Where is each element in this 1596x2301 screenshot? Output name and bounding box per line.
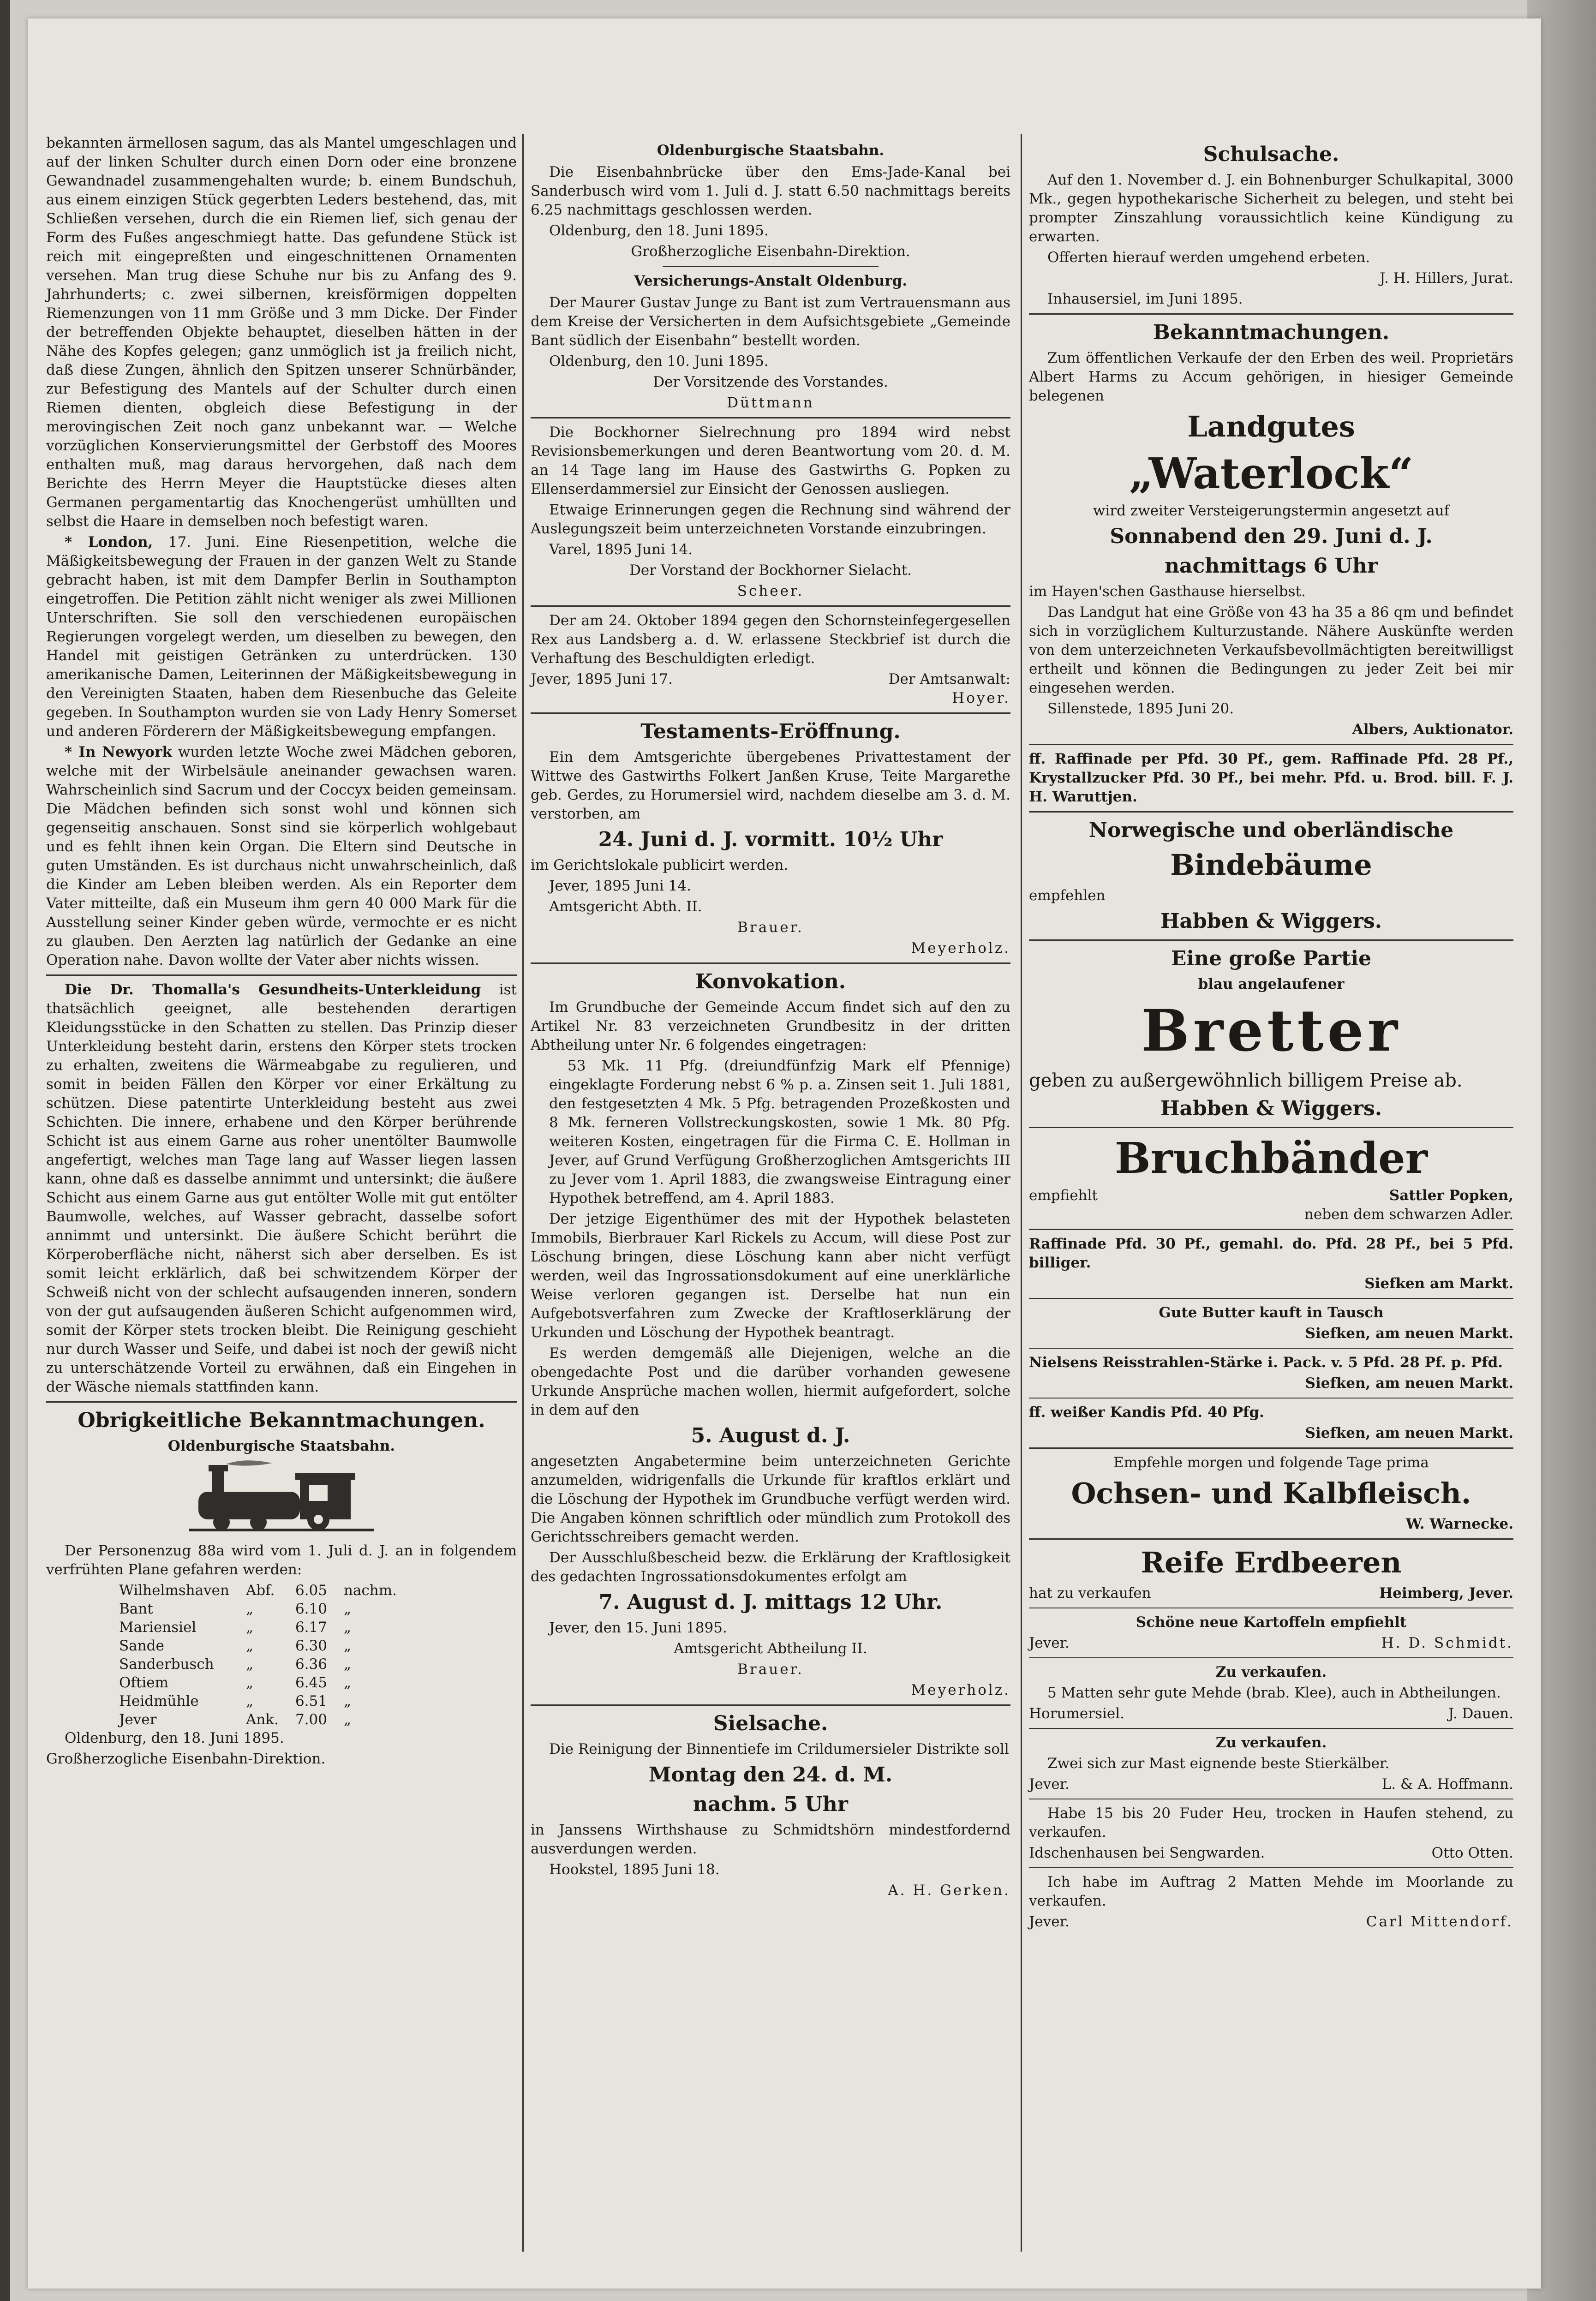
ad-signature: Siefken, am neuen Markt.: [1305, 1425, 1513, 1441]
divider: [1029, 1398, 1513, 1399]
ad-verkaufen-row: [1029, 1775, 1513, 1794]
article-london-text: 17. Juni. Eine Riesenpetition, welche die Mäßigkeitsbewegung der Frauen in der ganzen Welt zu Stande gebracht haben, ist mit dem Dampfer Berlin in Southampton eingetroffen. Die Petition zählt nicht weniger als zwei Millionen Unterschriften. Sie soll den verschiedenen europäischen Regierungen vorgelegt werden, um dieselben zu bewegen, den Handel mit geistigen Getränken zu unterdrücken. 130 amerikanische Damen, Leiterinnen der Mäßigkeitsbewegung in den Vereinigten Staaten, haben dem Riesenbuche das Geleite gegeben. In Southampton wurden sie von Lady Henry Somerset und anderen Förderern der Mäßigkeitsbewegung empfangen.: [46, 534, 517, 740]
notice-testament-text2: im Gerichtslokale publicirt werden.: [531, 857, 789, 873]
ad-place: Jever.: [1029, 1776, 1070, 1793]
divider: [531, 962, 1010, 964]
timetable-row: [111, 1673, 405, 1692]
notice-sielsache-date: Montag den 24. d. M.: [648, 1763, 893, 1787]
ad-habben-wiggers: Habben & Wiggers.: [1160, 909, 1382, 933]
notice-verkauf-date: Sonnabend den 29. Juni d. J.: [1110, 525, 1433, 548]
ad-raffinade2: Raffinade Pfd. 30 Pf., gemahl. do. Pfd. 28 Pf., bei 5 Pfd. billiger.: [1029, 1236, 1513, 1271]
ad-signature: Heimberg, Jever.: [1379, 1585, 1513, 1602]
divider: [46, 974, 517, 976]
column-divider: [522, 134, 524, 2252]
notice-sielsache-time: nachm. 5 Uhr: [693, 1793, 848, 1816]
divider: [531, 712, 1010, 714]
notice-konvokation-text: Im Grundbuche der Gemeinde Accum findet sich auf den zu Artikel Nr. 83 verzeichneten Grundbesitz in der dritten Abtheilung unter Nr. 6 folgendes eingetragen:: [531, 999, 1010, 1053]
notice-heading-staatsbahn: Oldenburgische Staatsbahn.: [657, 142, 885, 159]
notice-footer-row: [531, 670, 1010, 689]
divider: [531, 417, 1010, 418]
ad-landgutes: Landgutes: [1187, 410, 1355, 443]
timetable-station: Bant: [119, 1601, 153, 1617]
column-divider: [1021, 134, 1022, 2252]
timetable-unit: „: [343, 1674, 352, 1691]
notice-name: Brauer.: [737, 919, 804, 936]
ad-ochsen: Ochsen- und Kalbfleisch.: [1071, 1476, 1471, 1510]
timetable-label: Abf.: [245, 1582, 275, 1599]
notice-testament-text: Ein dem Amtsgerichte übergebenes Privattestament der Wittwe des Gastwirths Folkert Janßen Kruse, Teite Margarethe geb. Gerdes, zu Horumersiel wird, nachdem dieselbe am 3. d. M. verstorben, am: [531, 749, 1010, 822]
timetable-time: 6.17: [295, 1619, 327, 1636]
notice-konvokation-text3: Es werden demgemäß alle Diejenigen, welche an die obengedachte Post und die darüber vorhanden gewesene Urkunde Ansprüche machen wollen, hiermit aufgefordert, solche in dem auf den: [531, 1345, 1010, 1418]
ad-bruch-name: Sattler Popken,: [1389, 1187, 1513, 1204]
ad-heu-text: Habe 15 bis 20 Fuder Heu, trocken in Haufen stehend, zu verkaufen.: [1029, 1805, 1513, 1841]
ad-erdbeeren: Reife Erdbeeren: [1141, 1546, 1402, 1579]
divider: [1029, 313, 1513, 315]
ad-erdbeeren-row: [1029, 1584, 1513, 1603]
timetable-row: [111, 1637, 405, 1655]
notice-verkauf-text2: wird zweiter Versteigerungstermin angesetzt auf: [1093, 502, 1450, 519]
ad-bruch-address: neben dem schwarzen Adler.: [1304, 1206, 1513, 1223]
ad-signature: J. Dauen.: [1448, 1705, 1513, 1722]
notice-clerk: Meyerholz.: [911, 1682, 1010, 1698]
timetable-unit: „: [343, 1693, 352, 1709]
timetable-time: 6.36: [295, 1656, 327, 1673]
ad-bruch-empfiehlt: empfiehlt: [1029, 1187, 1098, 1204]
notice-bahn-text: Die Eisenbahnbrücke über den Ems-Jade-Kanal bei Sanderbusch wird vom 1. Juli d. J. statt 6.50 nachmittags bereits 6.25 nachmittags geschlossen werden.: [531, 164, 1010, 218]
ad-geben: geben zu außergewöhnlich billigem Preise ab.: [1029, 1070, 1463, 1091]
divider: [46, 1401, 517, 1403]
ad-bretter: Bretter: [1141, 998, 1401, 1064]
timetable-label: „: [245, 1674, 254, 1691]
notice-date: Sillenstede, 1895 Juni 20.: [1047, 700, 1234, 717]
notice-signature: Großherzogliche Eisenbahn-Direktion.: [631, 243, 910, 260]
notice-verkauf-time: nachmittags 6 Uhr: [1164, 554, 1378, 578]
timetable-time: 6.51: [295, 1693, 327, 1709]
notice-konvokation-text2: Der jetzige Eigenthümer des mit der Hypothek belasteten Immobils, Bierbrauer Karl Rickels zu Accum, will diese Post zur Löschung bringen, diese Löschung kann aber nicht verfügt werden, weil das Ingrossationsdokument auf eine unerklärliche Weise verloren gegangen ist. Derselbe hat nun ein Aufgebotsverfahren zum Zwecke der Kraftloserklärung der Urkunden und Löschung der Hypothek beantragt.: [531, 1211, 1010, 1341]
timetable-label: „: [245, 1656, 254, 1673]
timetable-time: 7.00: [295, 1711, 327, 1728]
divider: [1029, 1348, 1513, 1349]
article-newyork-heading: * In Newyork: [65, 744, 172, 760]
column-middle: [531, 138, 1010, 1902]
notice-sielsache-text2: in Janssens Wirthshause zu Schmidtshörn mindestfordernd ausverdungen werden.: [531, 1822, 1010, 1857]
notice-personenzug-text: Der Personenzug 88a wird vom 1. Juli d. J. an in folgendem verfrühten Plane gefahren werden:: [46, 1542, 517, 1578]
ad-bruch-row: [1029, 1186, 1513, 1205]
ad-heu-row: [1029, 1844, 1513, 1863]
timetable-station: Heidmühle: [119, 1693, 199, 1709]
divider: [1029, 1538, 1513, 1540]
notice-konvokation-date2: 7. August d. J. mittags 12 Uhr.: [598, 1590, 943, 1614]
ad-verkaufen-text: Zwei sich zur Mast eignende beste Stierkälber.: [1047, 1755, 1390, 1772]
timetable-station: Jever: [119, 1711, 157, 1728]
article-moorleiche: bekannten ärmellosen sagum, das als Mantel umgeschlagen und auf der linken Schulter durch einen Dorn oder eine bronzene Gewandnadel zusammengehalten wurde; b. einem Bundschuh, aus einem einzigen Stück gegerbten Leders bestehend, das, mit Schließen versehen, durch die ein Riemen lief, sich genau der Form des Fußes angeschmiegt hatte. Das gefundene Stück ist reich mit eingepreßten und eingeschnittenen Ornamenten versehen. Man trug diese Schuhe nur bis zu Anfang des 9. Jahrhunderts; c. zwei silbernen, kreisförmigen doppelten Riemenzungen von 11 mm Größe und 3 mm Dicke. Der Finder der betreffenden Objekte behauptet, dieselben hätten in der Nähe des Kopfes gelegen; ganz unmöglich ist ja freilich nicht, daß diese Zungen, ähnlich den Spitzen unserer Schnürbänder, zur Befestigung des Mantels auf der Schulter durch einen Riemen dienten, obgleich diese Befestigung in der merovingischen Zeit noch ganz unbekannt war. — Welche vorzüglichen Konservierungsmittel der Gerbstoff des Moores enthalten muß, mag daraus hervorgehen, daß nach dem Berichte des Herrn Meyer die Hauptstücke dieses alten Germanen pergamentartig das Knochengerüst umhüllten und selbst die Haare in demselben noch befestigt waren.: [46, 135, 517, 530]
notice-verkauf-text3: im Hayen'schen Gasthause hierselbst.: [1029, 583, 1306, 600]
notice-name: J. H. Hillers, Jurat.: [1379, 270, 1513, 287]
notice-date: Jever, den 15. Juni 1895.: [549, 1620, 727, 1636]
notice-name: Scheer.: [737, 583, 804, 599]
ad-place: Jever.: [1029, 1913, 1070, 1930]
notice-heading-sielsache: Sielsache.: [713, 1712, 828, 1735]
ad-signature: Siefken am Markt.: [1364, 1275, 1513, 1292]
column-right: [1029, 138, 1513, 1931]
notice-schulsache-text: Auf den 1. November d. J. ein Bohnenburger Schulkapital, 3000 Mk., gegen hypothekarische Sicherheit zu belegen, und steht bei prompter Zinszahlung voraussichtlich keine Kündigung zu erwarten.: [1029, 172, 1513, 245]
timetable-row: [111, 1655, 405, 1673]
timetable-unit: „: [343, 1601, 352, 1617]
divider: [1029, 939, 1513, 941]
notice-date: Oldenburg, den 18. Juni 1895.: [65, 1730, 284, 1746]
notice-place: Jever, 1895 Juni 17.: [531, 671, 673, 687]
divider: [1029, 1657, 1513, 1658]
notice-signature: Der Vorsitzende des Vorstandes.: [653, 374, 888, 390]
ad-habben-wiggers: Habben & Wiggers.: [1160, 1097, 1382, 1120]
notice-konvokation-text5: Der Ausschlußbescheid bezw. die Erklärung der Kraftlosigkeit des gedachten Ingrossationsdokumentes erfolgt am: [531, 1549, 1010, 1585]
notice-sielrechnung-text2: Etwaige Erinnerungen gegen die Rechnung sind während der Auslegungszeit beim unterzeichneten Vorstande einzubringen.: [531, 502, 1010, 537]
ad-signature: W. Warnecke.: [1405, 1516, 1513, 1532]
locomotive-illustration: [180, 1459, 383, 1538]
notice-konvokation-quote: 53 Mk. 11 Pfg. (dreiundfünfzig Mark elf Pfennige) eingeklagte Forderung nebst 6 % p. a. Zinsen seit 1. Juli 1881, den festgesetzten 4 Mk. 5 Pfg. betragenden Prozeßkosten und 8 Mk. ferneren Vollstreckungskosten, sowie 1 Mk. 80 Pfg. weiteren Kosten, eingetragen für die Firma C. E. Hollman in Jever, auf Grund Verfügung Großherzoglichen Amtsgerichts III zu Jever vom 1. April 1883, die zwangsweise Eintragung einer Hypothek betreffend, am 4. April 1883.: [549, 1058, 1010, 1207]
ad-kandis: ff. weißer Kandis Pfd. 40 Pfg.: [1029, 1404, 1264, 1421]
notice-heading-staatsbahn: Oldenburgische Staatsbahn.: [167, 1438, 395, 1454]
notice-name: Düttmann: [727, 394, 814, 411]
timetable-label: „: [245, 1601, 254, 1617]
ad-signature: Otto Otten.: [1431, 1845, 1513, 1861]
ad-place: Jever.: [1029, 1635, 1070, 1651]
divider: [1029, 1298, 1513, 1299]
ad-place: Idschenhausen bei Sengwarden.: [1029, 1845, 1265, 1861]
ad-verkaufen-text: 5 Matten sehr gute Mehde (brab. Klee), auch in Abtheilungen.: [1047, 1685, 1501, 1701]
notice-court: Amtsgericht Abtheilung II.: [674, 1640, 867, 1657]
ad-thomalla: [46, 980, 517, 1397]
notice-heading-bekanntmachungen: Bekanntmachungen.: [1153, 321, 1390, 344]
timetable-station: Oftiem: [119, 1674, 169, 1691]
ad-ochsen-text: Empfehle morgen und folgende Tage prima: [1113, 1454, 1429, 1471]
notice-heading-konvokation: Konvokation.: [695, 970, 846, 993]
notice-court: Amtsgericht Abth. II.: [549, 898, 702, 915]
notice-date: Inhausersiel, im Juni 1895.: [1047, 291, 1243, 307]
timetable-unit: „: [343, 1711, 352, 1728]
divider: [1029, 1447, 1513, 1449]
timetable-station: Mariensiel: [119, 1619, 197, 1636]
notice-sielsache-text: Die Reinigung der Binnentiefe im Crildumersieler Distrikte soll: [549, 1741, 1009, 1757]
notice-versicherung-text: Der Maurer Gustav Junge zu Bant ist zum Vertrauensmann aus dem Kreise der Versicherten in dem Aufsichtsgebiete „Gemeinde Bant südlich der Eisenbahn“ bestellt worden.: [531, 294, 1010, 349]
ad-signature: H. D. Schmidt.: [1381, 1635, 1513, 1651]
timetable-station: Sande: [119, 1638, 164, 1654]
timetable-label: „: [245, 1693, 254, 1709]
timetable-label: Ank.: [245, 1711, 279, 1728]
ad-mehde-row: [1029, 1913, 1513, 1931]
notice-sielrechnung-text: Die Bockhorner Sielrechnung pro 1894 wird nebst Revisionsbemerkungen und deren Beantwortung vom 20. d. M. an 14 Tage lang im Hause des Gastwirths G. Popken zu Ellenserdammersiel zur Einsicht der Genossen ausliegen.: [531, 424, 1010, 497]
timetable-unit: „: [343, 1656, 352, 1673]
timetable-unit: nachm.: [343, 1582, 397, 1599]
ad-norwegische: Norwegische und oberländische: [1088, 819, 1454, 842]
ad-signature: Carl Mittendorf.: [1366, 1913, 1513, 1930]
notice-date: Oldenburg, den 18. Juni 1895.: [549, 222, 769, 239]
notice-schulsache-text2: Offerten hierauf werden umgehend erbeten.: [1047, 249, 1370, 266]
notice-name: Brauer.: [737, 1661, 804, 1678]
ad-mehde-text: Ich habe im Auftrag 2 Matten Mehde im Moorlande zu verkaufen.: [1029, 1874, 1513, 1909]
notice-date: Jever, 1895 Juni 14.: [549, 878, 691, 894]
notice-verkauf-text4: Das Landgut hat eine Größe von 43 ha 35 a 86 qm und befindet sich in vorzüglichem Kulturzustande. Nähere Auskünfte werden von dem unterzeichneten Verkaufsbevollmächtigten bereitwilligst ertheilt und können die Bedingungen zu jeder Zeit bei mir eingesehen werden.: [1029, 604, 1513, 696]
notice-name: Albers, Auktionator.: [1352, 721, 1513, 738]
notice-name: A. H. Gerken.: [888, 1882, 1010, 1899]
divider: [1029, 811, 1513, 813]
notice-heading-versicherung: Versicherungs-Anstalt Oldenburg.: [634, 273, 908, 289]
divider: [531, 1704, 1010, 1706]
section-heading-obrigkeitlich: Obrigkeitliche Bekanntmachungen.: [78, 1409, 485, 1432]
divider: [1029, 1728, 1513, 1729]
timetable-label: „: [245, 1619, 254, 1636]
timetable: [111, 1581, 405, 1729]
timetable-unit: „: [343, 1638, 352, 1654]
ad-kartoffeln-row: [1029, 1634, 1513, 1653]
ad-raffinade: ff. Raffinade per Pfd. 30 Pf., gem. Raffinade Pfd. 28 Pf., Krystallzucker Pfd. 30 Pf., bei mehr. Pfd. u. Brod. bill. F. J. H. Waruttjen.: [1029, 751, 1513, 805]
ad-place: Horumersiel.: [1029, 1705, 1124, 1722]
timetable-unit: „: [343, 1619, 352, 1636]
ad-signature: Siefken, am neuen Markt.: [1305, 1375, 1513, 1392]
notice-heading-testament: Testaments-Eröffnung.: [640, 720, 901, 743]
ad-erdbeeren-text: hat zu verkaufen: [1029, 1585, 1151, 1602]
article-newyork-text: wurden letzte Woche zwei Mädchen geboren, welche mit der Wirbelsäule aneinander gewachsen waren. Wahrscheinlich sind Sacrum und der Coccyx beiden gemeinsam. Die Mädchen befinden sich sonst wohl und können sich gegenseitig anschauen. Sonst sind sie körperlich wohlgebaut und es fehlt ihnen kein Organ. Die Eltern sind Deutsche in guten Umständen. Es ist durchaus nicht unwahrscheinlich, daß die Kinder am Leben bleiben werden. Als ein Reporter dem Vater mitteilte, daß ein Museum ihm gern 40 000 Mark für die Ausstellung seiner Kinder geben würde, vermochte er es nicht zu glauben. Den Aerzten lag natürlich der Gedanke an eine Operation nahe. Davon wollte der Vater aber nichts wissen.: [46, 744, 517, 968]
notice-signature: Der Amtsanwalt:: [888, 671, 1010, 687]
notice-konvokation-date: 5. August d. J.: [691, 1424, 850, 1447]
notice-heading-schulsache: Schulsache.: [1203, 143, 1339, 166]
divider: [1029, 1229, 1513, 1230]
ad-thomalla-heading: Die Dr. Thomalla's Gesundheits-Unterkleidung: [65, 981, 481, 998]
ad-verkaufen-row: [1029, 1704, 1513, 1723]
ad-signature: Siefken, am neuen Markt.: [1305, 1325, 1513, 1342]
ad-waterlock: „Waterlock“: [1129, 448, 1414, 498]
notice-konvokation-text4: angesetzten Angabetermine beim unterzeichneten Gerichte anzumelden, widrigenfalls die Urkunde für kraftlos erklärt und die Löschung der Hypothek im Grundbuche verfügt werden wird. Die Angaben können schriftlich oder mündlich zum Protokoll des Gerichtsschreibers gemacht werden.: [531, 1453, 1010, 1545]
timetable-time: 6.45: [295, 1674, 327, 1691]
notice-testament-date: 24. Juni d. J. vormitt. 10½ Uhr: [598, 828, 943, 851]
ad-verkaufen-heading: Zu verkaufen.: [1215, 1664, 1327, 1680]
ad-signature: L. & A. Hoffmann.: [1381, 1776, 1513, 1793]
ad-butter: Gute Butter kauft in Tausch: [1159, 1304, 1384, 1321]
notice-clerk: Meyerholz.: [911, 940, 1010, 956]
ad-kartoffeln: Schöne neue Kartoffeln empfiehlt: [1136, 1614, 1407, 1631]
notice-date: Hookstel, 1895 Juni 18.: [549, 1861, 720, 1878]
timetable-time: 6.10: [295, 1601, 327, 1617]
divider: [531, 605, 1010, 607]
timetable-row: [111, 1600, 405, 1618]
ad-staerke: Nielsens Reisstrahlen-Stärke i. Pack. v. 5 Pfd. 28 Pf. p. Pfd.: [1029, 1354, 1503, 1371]
divider: [1029, 1127, 1513, 1128]
timetable-label: „: [245, 1638, 254, 1654]
newspaper-page: [28, 18, 1541, 2289]
adjacent-page-edge: [0, 0, 10, 2301]
notice-date: Varel, 1895 Juni 14.: [549, 541, 693, 558]
ad-thomalla-text: ist thatsächlich geeignet, alle bestehenden derartigen Kleidungsstücke in den Schatten zu stellen. Das Prinzip dieser Unterkleidung besteht darin, erstens den Körper stets trocken zu erhalten, zweitens die Wärmeabgabe zu regulieren, und somit in beiden Fällen den Körper vor einer Erkältung zu schützen. Diese patentirte Unterkleidung besteht aus zwei Schichten. Die innere, erhabene und den Körper berührende Schicht ist aus einem Garne aus roher unentölter Baumwolle angefertigt, welches man Tage lang auf Wasser liegen lassen kann, ohne daß es dasselbe annimmt und untersinkt; die äußere Schicht aus einem Garne aus gut entölter Wolle mit gut entölter Baumwolle, welches, auf Wasser gebracht, dasselbe sofort annimmt und untersinkt. Die äußere Schicht berührt die Körperoberfläche nicht, näherst sich aber derselben. Es ist somit leicht erklärlich, daß bei schwitzendem Körper der Schweiß nicht von der schlecht aufsaugenden inneren, sondern von der gut aufsaugenden äußeren Schicht aufgenommen wird, somit der Körper stets trocken bleibt. Die Reinigung geschieht nur durch Wasser und Seife, und dabei ist noch der gewiß nicht zu unterschätzende Vorteil zu erwähnen, daß ein Eingehen in der Wäsche niemals stattfinden kann.: [46, 981, 517, 1395]
ad-verkaufen-heading: Zu verkaufen.: [1215, 1734, 1327, 1751]
timetable-row: [111, 1581, 405, 1600]
timetable-row: [111, 1692, 405, 1710]
divider: [1029, 1867, 1513, 1868]
notice-steckbrief-text: Der am 24. Oktober 1894 gegen den Schornsteinfegergesellen Rex aus Landsberg a. d. W. erlassene Steckbrief ist durch die Verhaftung des Beschuldigten erledigt.: [531, 612, 1010, 667]
notice-name: Hoyer.: [952, 690, 1010, 706]
timetable-station: Wilhelmshaven: [119, 1582, 229, 1599]
article-newyork: [46, 743, 517, 970]
ad-bruchbaender: Bruchbänder: [1114, 1133, 1428, 1183]
ad-bindebaeume: Bindebäume: [1170, 848, 1372, 882]
column-left: [46, 134, 517, 1770]
divider: [1029, 744, 1513, 745]
timetable-station: Sanderbusch: [119, 1656, 214, 1673]
divider: [663, 266, 879, 267]
article-london: [46, 533, 517, 741]
notice-signature: Großherzogliche Eisenbahn-Direktion.: [46, 1751, 326, 1767]
timetable-row: [111, 1710, 405, 1729]
article-london-heading: * London,: [65, 534, 153, 550]
ad-blau: blau angelaufener: [1198, 976, 1345, 992]
timetable-time: 6.30: [295, 1638, 327, 1654]
notice-verkauf-text: Zum öffentlichen Verkaufe der den Erben des weil. Proprietärs Albert Harms zu Accum gehörigen, in hiesiger Gemeinde belegenen: [1029, 350, 1513, 404]
notice-date: Oldenburg, den 10. Juni 1895.: [549, 353, 769, 370]
ad-partie: Eine große Partie: [1171, 947, 1372, 970]
ad-empfehlen: empfehlen: [1029, 887, 1106, 904]
timetable-time: 6.05: [295, 1582, 327, 1599]
timetable-row: [111, 1618, 405, 1637]
notice-signature: Der Vorstand der Bockhorner Sielacht.: [629, 562, 912, 579]
